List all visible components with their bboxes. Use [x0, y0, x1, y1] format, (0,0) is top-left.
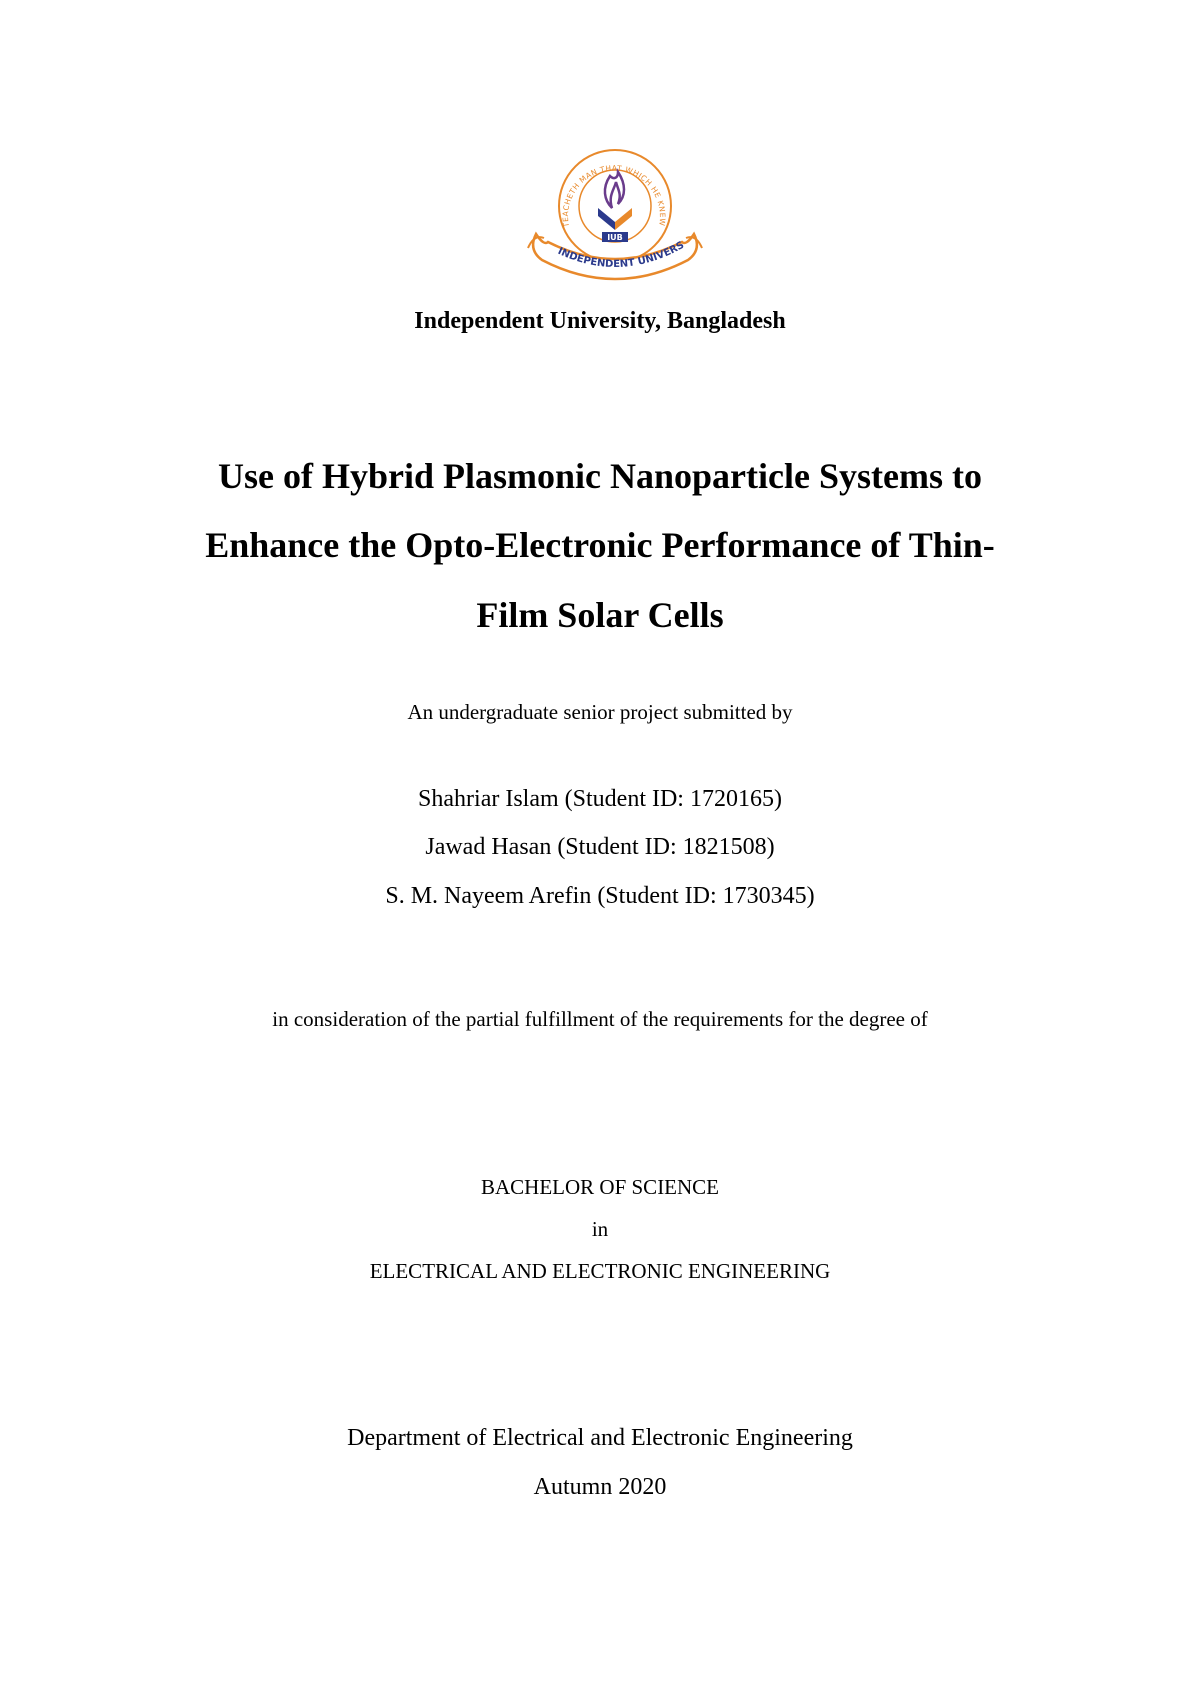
logo-motto: TEACHETH MAN THAT WHICH HE KNEW: [560, 163, 668, 228]
logo-banner-text: INDEPENDENT UNIVERS: [555, 239, 687, 271]
title-line-2: Enhance the Opto-Electronic Performance of Thin-: [205, 525, 995, 565]
university-name: Independent University, Bangladesh: [414, 308, 786, 334]
university-seal-icon: [522, 138, 708, 288]
semester: Autumn 2020: [533, 1474, 667, 1500]
title-line-1: Use of Hybrid Plasmonic Nanoparticle Systems to: [218, 456, 982, 496]
degree-name: BACHELOR OF SCIENCE: [480, 1175, 720, 1199]
logo-abbreviation: IUB: [607, 233, 623, 242]
title-line-3: Film Solar Cells: [476, 595, 724, 635]
author-2: Jawad Hasan (Student ID: 1821508): [425, 834, 775, 860]
consideration-text: in consideration of the partial fulfillment of the requirements for the degree of: [272, 1007, 928, 1031]
svg-text:TEACHETH MAN THAT WHICH HE KNE: [522, 138, 667, 230]
author-1: Shahriar Islam (Student ID: 1720165): [418, 786, 782, 812]
university-logo: [522, 138, 708, 288]
degree-connector: in: [591, 1217, 609, 1241]
submitted-by-text: An undergraduate senior project submitted by: [407, 700, 793, 724]
degree-field: ELECTRICAL AND ELECTRONIC ENGINEERING: [369, 1259, 831, 1283]
author-3: S. M. Nayeem Arefin (Student ID: 1730345): [385, 883, 815, 909]
department-name: Department of Electrical and Electronic Engineering: [347, 1425, 853, 1451]
